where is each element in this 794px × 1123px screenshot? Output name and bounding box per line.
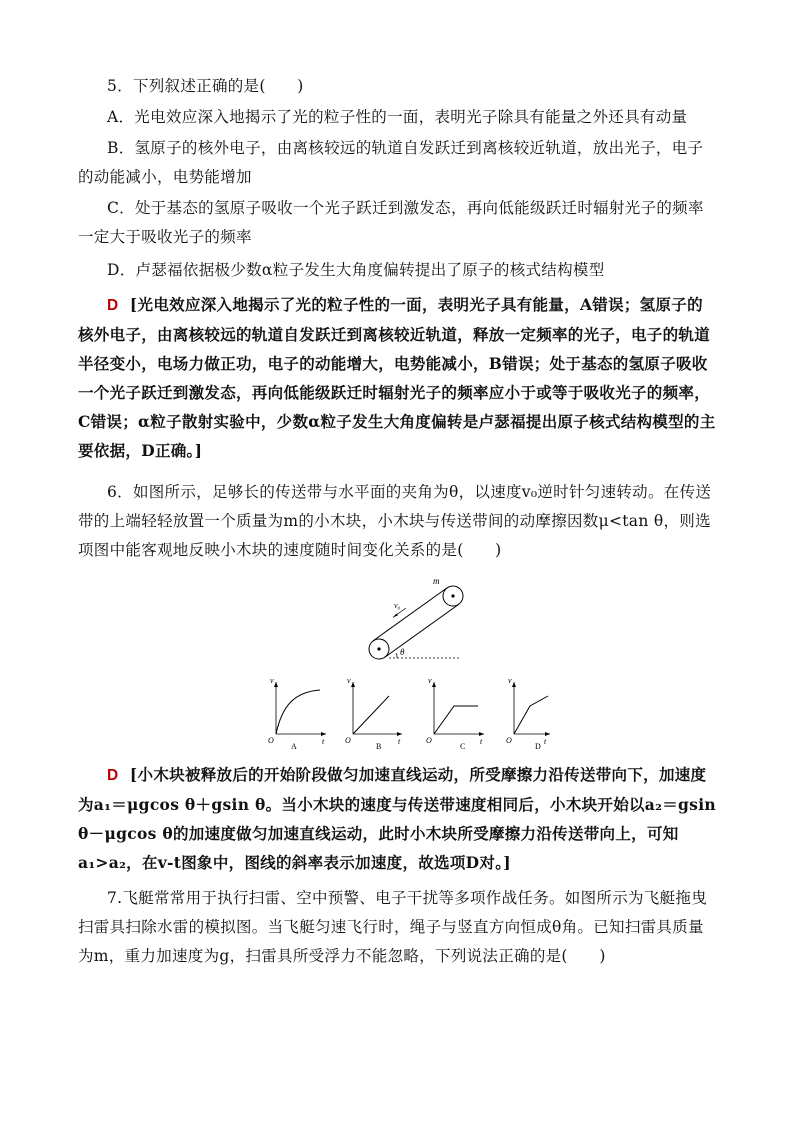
graph-d-t-label: t <box>544 737 547 746</box>
speed-label: v₀ <box>394 601 401 610</box>
graph-b-caption: B <box>376 742 382 751</box>
q6-stem: 6．如图所示，足够长的传送带与水平面的夹角为θ，以速度v₀逆时针匀速转动。在传送带的上端轻轻放置一个质量为m的小木块，小木块与传送带间的动摩擦因数μ<tan θ，则选项图中能客观地反映小木块的速度随时间变化关系的是( ) <box>78 483 712 559</box>
angle-label: θ <box>400 647 405 657</box>
vt-graph-options <box>262 676 552 752</box>
mass-label: m <box>433 576 440 586</box>
q5-answer <box>78 290 718 465</box>
graph-a-v-label: v <box>270 676 274 685</box>
q5-option-c: C．处于基态的氢原子吸收一个光子跃迁到激发态，再向低能级跃迁时辐射光子的频率一定大于吸收光子的频率 <box>78 199 704 246</box>
graph-a-t-label: t <box>322 737 325 746</box>
conveyor-belt-diagram <box>360 574 470 666</box>
graph-b-origin: O <box>345 736 351 745</box>
q6-answer-letter: D <box>107 767 119 784</box>
graph-c-caption: C <box>460 742 466 751</box>
graph-d-origin: O <box>506 736 512 745</box>
graph-d-caption: D <box>535 742 541 751</box>
conveyor-belt-figure <box>360 574 470 666</box>
q5-option-d: D．卢瑟福依据极少数α粒子发生大角度偏转提出了原子的核式结构模型 <box>107 261 605 279</box>
q7-stem: 7.飞艇常常用于执行扫雷、空中预警、电子干扰等多项作战任务。如图所示为飞艇拖曳扫雷具扫除水雷的模拟图。当飞艇匀速飞行时，绳子与竖直方向恒成θ角。已知扫雷具质量为m，重力加速度为g，扫雷具所受浮力不能忽略，下列说法正确的是( ) <box>78 889 707 965</box>
q6-answer <box>78 760 718 877</box>
graph-a-caption: A <box>291 742 297 751</box>
q5-option-a: A．光电效应深入地揭示了光的粒子性的一面，表明光子除具有能量之外还具有动量 <box>107 108 688 126</box>
graph-d-v-label: v <box>508 676 512 685</box>
graph-b <box>345 676 402 751</box>
graph-d <box>506 676 550 751</box>
angle-arc <box>396 653 397 658</box>
graph-a-origin: O <box>268 736 274 745</box>
graph-c-line <box>434 706 478 734</box>
graph-d-line <box>514 696 548 734</box>
belt-upper-edge <box>373 588 447 641</box>
q5-stem: 5．下列叙述正确的是( ) <box>107 77 304 95</box>
graph-c-v-label: v <box>428 676 432 685</box>
q5-option-b: B．氢原子的核外电子，由离核较远的轨道自发跃迁到离核较近轨道，放出光子，电子的动能减小，电势能增加 <box>78 139 704 186</box>
q5-answer-letter: D <box>107 297 119 314</box>
top-pulley-axle <box>451 594 454 597</box>
q6-answer-explanation: [小木块被释放后的开始阶段做匀加速直线运动，所受摩擦力沿传送带向下，加速度为a₁＝μgcos θ＋gsin θ。当小木块的速度与传送带速度相同后，小木块开始以a₂＝gsin θ－μgcos θ的加速度做匀加速直线运动，此时小木块所受摩擦力沿传送带向上，可知a₁>a₂，在v-t图象中，图线的斜率表示加速度，故选项D对。] <box>78 765 716 872</box>
vt-graphs <box>262 676 552 752</box>
q5-answer-explanation: [光电效应深入地揭示了光的粒子性的一面，表明光子具有能量，A错误；氢原子的核外电子，由离核较远的轨道自发跃迁到离核较近轨道，释放一定频率的光子，电子的轨道半径变小，电场力做正功，电子的动能增大，电势能减小，B错误；处于基态的氢原子吸收一个光子跃迁到激发态，再向低能级跃迁时辐射光子的频率应小于或等于吸收光子的频率，C错误；α粒子散射实验中，少数α粒子发生大角度偏转是卢瑟福提出原子核式结构模型的主要依据，D正确。] <box>78 295 716 460</box>
bottom-pulley-axle <box>377 647 380 650</box>
graph-b-t-label: t <box>398 737 401 746</box>
graph-a <box>268 676 326 751</box>
graph-c-origin: O <box>426 736 432 745</box>
belt-lower-edge <box>385 604 459 657</box>
graph-b-v-label: v <box>347 676 351 685</box>
graph-b-line <box>353 696 389 734</box>
graph-c <box>426 676 484 751</box>
graph-a-curve <box>276 690 320 734</box>
graph-c-t-label: t <box>480 737 483 746</box>
